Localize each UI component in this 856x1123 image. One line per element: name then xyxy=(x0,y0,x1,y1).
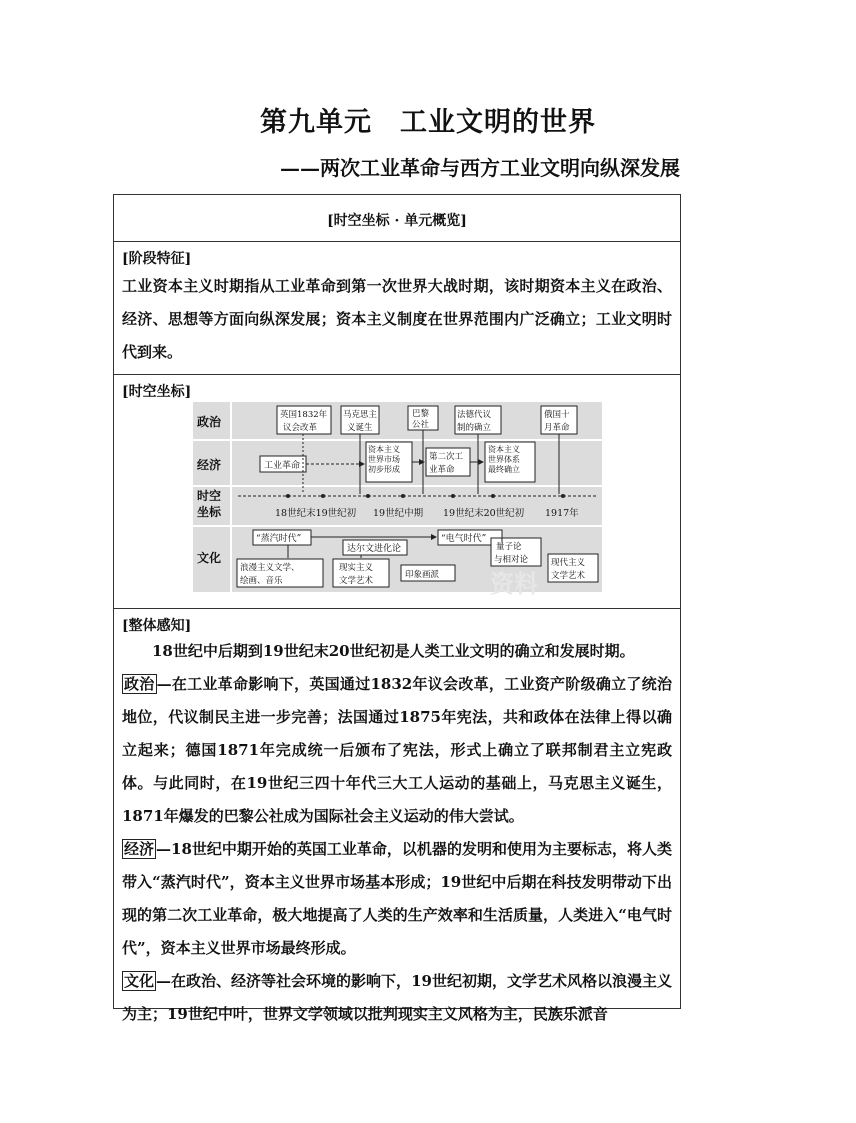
row-label-axis-2: 坐标 xyxy=(197,505,222,519)
eco-world-system-3: 最终确立 xyxy=(488,465,520,474)
stage-section xyxy=(114,242,680,375)
page-subtitle: ——两次工业革命与西方工业文明向纵深发展 xyxy=(280,156,680,180)
pol-fr-de-2: 制的确立 xyxy=(457,423,492,433)
cul-steam-age: “蒸汽时代” xyxy=(256,534,302,544)
cul-modernism-2: 文学艺术 xyxy=(551,571,586,581)
economy-key: 经济 xyxy=(124,840,155,858)
cul-impressionism: 印象画派 xyxy=(405,570,440,580)
timeline-diagram xyxy=(193,402,602,592)
stage-text: 工业资本主义时期指从工业革命到第一次世界大战时期，该时期资本主义在政治、经济、思想等方面向纵深发展；资本主义制度在世界范围内广泛确立；工业文明时代到来。 xyxy=(122,277,672,361)
page-title: 第九单元 工业文明的世界 xyxy=(260,107,596,138)
cul-realism-2: 文学艺术 xyxy=(339,576,374,586)
eco-second-rev-2: 业革命 xyxy=(429,465,455,475)
pol-marxism: 马克思主 xyxy=(343,410,378,420)
culture-paragraph xyxy=(122,965,672,1031)
axis-label-2: 19世纪中期 xyxy=(373,508,424,519)
eco-industrial-revolution: 工业革命 xyxy=(264,461,301,471)
axis-label-1: 18世纪末19世纪初 xyxy=(275,508,357,519)
watermark: 资料 xyxy=(490,569,538,598)
pol-uk-1832-2: 议会改革 xyxy=(283,423,318,433)
cul-romantic: 浪漫主义文学、 xyxy=(240,563,300,573)
row-label-axis: 时空 xyxy=(197,489,222,503)
pol-marxism-2: 义诞生 xyxy=(347,423,373,433)
eco-world-market-3: 初步形成 xyxy=(368,465,400,474)
overall-section xyxy=(114,609,680,1031)
stage-tag: [阶段特征] xyxy=(122,251,192,267)
eco-second-rev: 第二次工 xyxy=(429,452,464,462)
economy-text: —18世纪中期开始的英国工业革命，以机器的发明和使用为主要标志，将人类带入“蒸汽时代”，资本主义世界市场基本形成；19世纪中后期在科技发明带动下出现的第二次工业革命，极大地提高了人类的生产效率和生活质量，人类进入“电气时代”，资本主义世界市场最终形成。 xyxy=(122,840,672,957)
table-header: [时空坐标 · 单元概览] xyxy=(114,195,680,242)
row-label-economy: 经济 xyxy=(197,458,222,472)
cul-realism: 现实主义 xyxy=(339,563,374,573)
eco-world-system-2: 世界体系 xyxy=(488,455,520,464)
culture-key: 文化 xyxy=(124,972,155,990)
pol-russia: 俄国十 xyxy=(544,410,570,420)
row-label-culture: 文化 xyxy=(197,551,222,565)
timeline-tag: [时空坐标] xyxy=(122,384,192,400)
pol-russia-2: 月革命 xyxy=(544,423,570,433)
eco-world-market-2: 世界市场 xyxy=(368,455,400,464)
cul-darwin: 达尔文进化论 xyxy=(347,544,402,554)
eco-world-market: 资本主义 xyxy=(368,445,400,454)
economy-paragraph xyxy=(122,833,672,965)
culture-text: —在政治、经济等社会环境的影响下，19世纪初期，文学艺术风格以浪漫主义为主；19世纪中叶，世界文学领域以批判现实主义风格为主，民族乐派音 xyxy=(122,972,672,1023)
overall-intro: 18世纪中后期到19世纪末20世纪初是人类工业文明的确立和发展时期。 xyxy=(152,642,635,660)
eco-world-system: 资本主义 xyxy=(488,445,520,454)
cul-electric-age: “电气时代” xyxy=(441,534,487,544)
pol-paris: 巴黎 xyxy=(412,409,430,419)
axis-label-3: 19世纪末20世纪初 xyxy=(443,508,525,519)
politics-key: 政治 xyxy=(124,675,155,693)
axis-label-4: 1917年 xyxy=(545,508,579,519)
row-label-politics: 政治 xyxy=(197,415,222,429)
cul-quantum-2: 与相对论 xyxy=(494,555,529,565)
timeline-section xyxy=(114,375,680,609)
pol-uk-1832: 英国1832年 xyxy=(280,410,328,420)
cul-quantum: 量子论 xyxy=(496,542,522,552)
content-table xyxy=(113,194,681,1023)
cul-romantic-2: 绘画、音乐 xyxy=(240,576,283,586)
politics-text: —在工业革命影响下，英国通过1832年议会改革，工业资产阶级确立了统治地位，代议制民主进一步完善；法国通过1875年宪法，共和政体在法律上得以确立起来；德国1871年完成统一后颁布了宪法，形式上确立了联邦制君主立宪政体。与此同时，在19世纪三四十年代三大工人运动的基础上，马克思主义诞生，1871年爆发的巴黎公社成为国际社会主义运动的伟大尝试。 xyxy=(122,675,672,825)
politics-paragraph xyxy=(122,668,672,833)
pol-fr-de: 法德代议 xyxy=(457,410,492,420)
cul-modernism: 现代主义 xyxy=(551,558,586,568)
overall-tag: [整体感知] xyxy=(122,618,192,634)
pol-paris-2: 公社 xyxy=(412,420,430,430)
